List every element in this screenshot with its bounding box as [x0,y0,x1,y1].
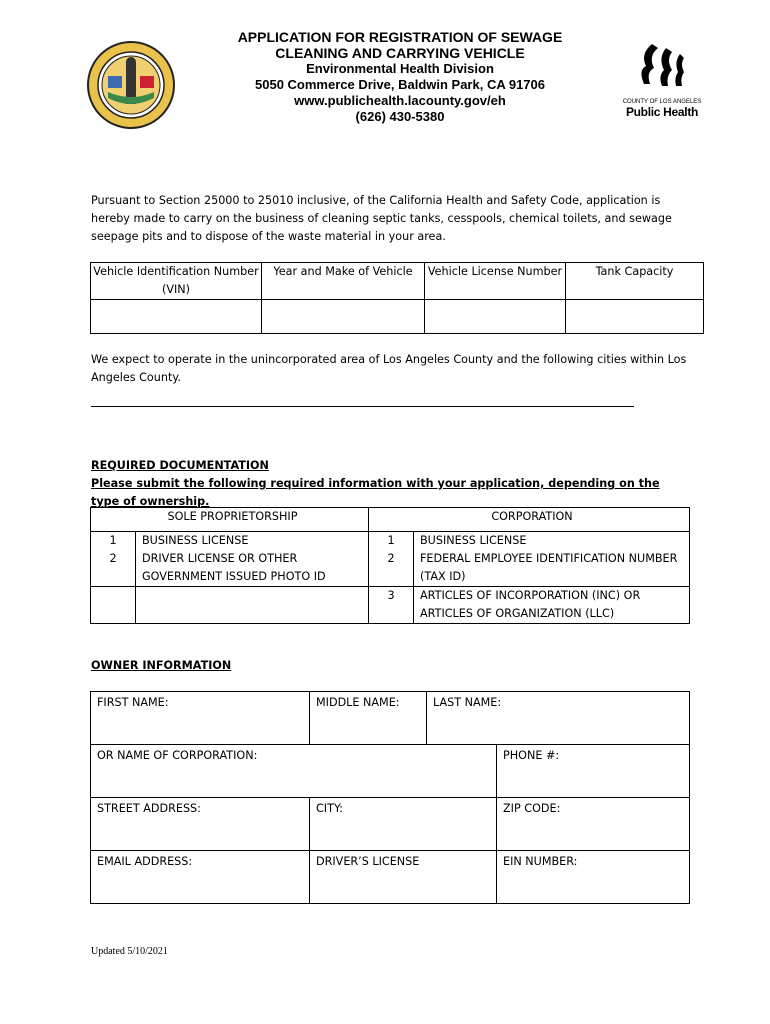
sole-item-list: BUSINESS LICENSE DRIVER LICENSE OR OTHER GOVERNMENT ISSUED PHOTO ID [136,532,369,587]
division-phone: (626) 430-5380 [355,109,445,124]
updated-date: Updated 5/10/2021 [91,946,168,957]
vehicle-table [90,262,704,334]
division-website: www.publichealth.lacounty.gov/eh [294,93,506,108]
corporation-name-field[interactable]: OR NAME OF CORPORATION: [91,745,497,798]
license-header: Vehicle License Number [425,263,566,300]
street-address-field[interactable]: STREET ADDRESS: [91,798,310,851]
tank-capacity-header: Tank Capacity [566,263,704,300]
drivers-license-field[interactable]: DRIVER’S LICENSE [310,851,497,904]
ph-county-label: COUNTY OF LOS ANGELES [622,99,702,105]
intro-paragraph: Pursuant to Section 25000 to 25010 inclusive, of the California Health and Safety Code, application is hereby made to carry on the business of cleaning septic tanks, cesspools, chemical toilets, and sewage seepage pits and to dispose of the waste material in your area. [91,194,672,243]
cities-input-line[interactable] [91,406,634,407]
email-address-field[interactable]: EMAIL ADDRESS: [91,851,310,904]
sole-empty-item [136,587,369,624]
required-docs-section [91,457,691,511]
division-name: Environmental Health Division [306,61,494,76]
phone-field[interactable]: PHONE #: [497,745,690,798]
ph-name-label: Public Health [625,105,699,119]
form-title-line1: APPLICATION FOR REGISTRATION OF SEWAGE [237,29,563,45]
owner-info-heading: OWNER INFORMATION [91,659,232,672]
operate-paragraph: We expect to operate in the unincorporated area of Los Angeles County and the following cities within Los Angeles County. [91,353,687,384]
division-address: 5050 Commerce Drive, Baldwin Park, CA 91706 [255,77,545,92]
corp-item-list: BUSINESS LICENSE FEDERAL EMPLOYEE IDENTIFICATION NUMBER (TAX ID) [414,532,690,587]
corp-item-number: 1 2 [369,532,414,587]
required-docs-heading: REQUIRED DOCUMENTATION [91,459,269,472]
city-field[interactable]: CITY: [310,798,497,851]
sole-empty-number [91,587,136,624]
ein-number-field[interactable]: EIN NUMBER: [497,851,690,904]
owner-info-table [90,691,690,904]
vin-header: Vehicle Identification Number (VIN) [91,263,262,300]
corporation-header: CORPORATION [369,508,690,532]
middle-name-field[interactable]: MIDDLE NAME: [310,692,427,745]
corp-item-3: ARTICLES OF INCORPORATION (INC) OR ARTICLES OF ORGANIZATION (LLC) [414,587,690,624]
license-input-cell[interactable] [425,300,566,334]
last-name-field[interactable]: LAST NAME: [427,692,690,745]
first-name-field[interactable]: FIRST NAME: [91,692,310,745]
year-make-header: Year and Make of Vehicle [262,263,425,300]
year-make-input-cell[interactable] [262,300,425,334]
corp-item-number: 3 [369,587,414,624]
tank-capacity-input-cell[interactable] [566,300,704,334]
form-title-line2: CLEANING AND CARRYING VEHICLE [275,45,525,61]
required-docs-instructions: Please submit the following required information with your application, depending on the type of ownership. [91,477,660,508]
required-docs-table [90,507,690,624]
sole-item-number: 1 2 [91,532,136,587]
vin-input-cell[interactable] [91,300,262,334]
zip-code-field[interactable]: ZIP CODE: [497,798,690,851]
sole-proprietorship-header: SOLE PROPRIETORSHIP [91,508,369,532]
public-health-logo [622,40,702,130]
county-seal-logo [86,40,176,130]
